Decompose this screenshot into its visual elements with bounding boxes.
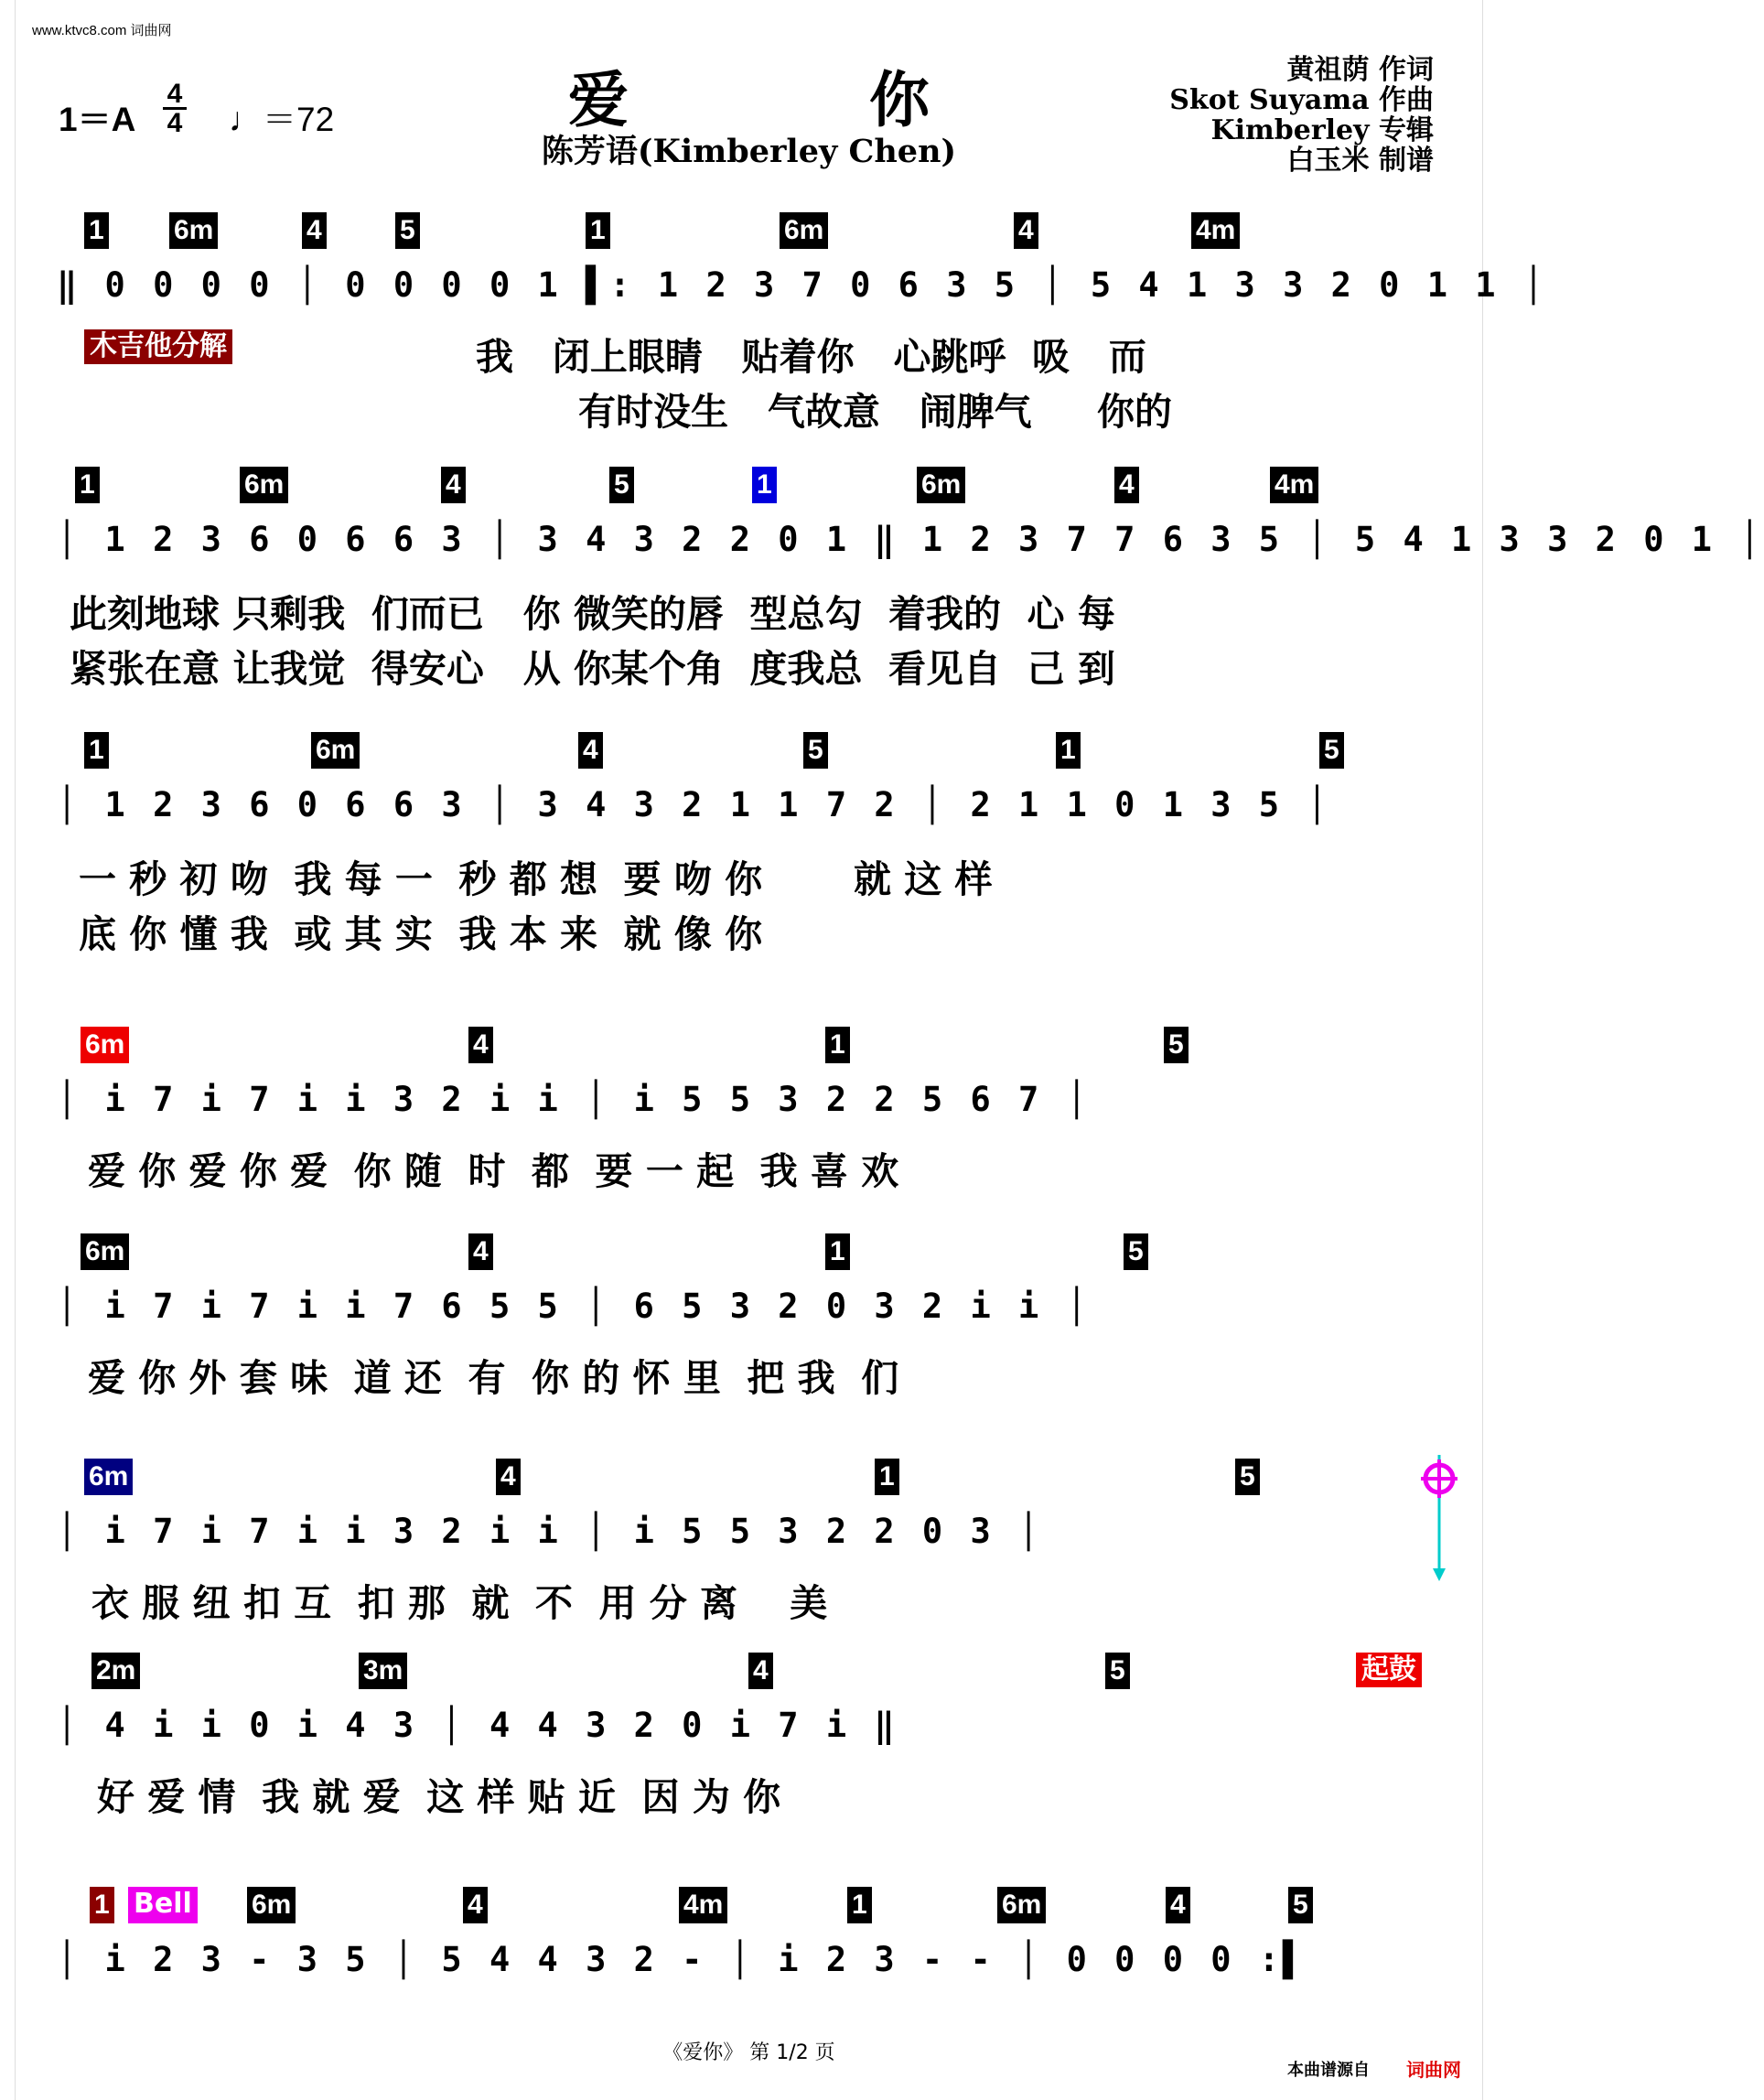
chord-label: 6m bbox=[917, 467, 965, 503]
lyric-line-1: 一 秒 初 吻 我 每 一 秒 都 想 要 吻 你 就 这 样 bbox=[79, 857, 993, 901]
chord-label: 1 bbox=[84, 732, 109, 769]
lyric-line-2: 紧张在意 让我觉 得安心 从 你某个角 度我总 看见自 己 到 bbox=[70, 647, 1115, 691]
chord-label: 6m bbox=[780, 212, 828, 249]
chord-label: 4 bbox=[302, 212, 327, 249]
chord-label: 5 bbox=[1319, 732, 1344, 769]
time-top: 4 bbox=[167, 79, 183, 109]
chord-label: 4m bbox=[679, 1887, 727, 1923]
notation-line: │ 4 i i 0 i 4 3 │ 4 4 3 2 0 i 7 i ‖ bbox=[57, 1706, 898, 1745]
chord-label: 6m bbox=[81, 1233, 129, 1270]
time-signature bbox=[163, 81, 187, 136]
notation-line: │ i 7 i 7 i i 3 2 i i │ i 5 5 3 2 2 0 3 │ bbox=[57, 1512, 1043, 1551]
credit-album: Kimberley 专辑 bbox=[1210, 114, 1434, 146]
chord-label: 4 bbox=[468, 1027, 493, 1063]
chord-label: 4 bbox=[1166, 1887, 1190, 1923]
page-footer: 《爱你》 第 1/2 页 bbox=[662, 2041, 835, 2064]
chord-label: 6m bbox=[311, 732, 360, 769]
chord-label: 3m bbox=[359, 1653, 407, 1689]
chord-label: 1 bbox=[1056, 732, 1081, 769]
chord-label: 4 bbox=[1014, 212, 1038, 249]
chord-label: 1 bbox=[825, 1233, 850, 1270]
chord-label: 6m bbox=[81, 1027, 129, 1063]
key-signature: 1＝A bbox=[59, 101, 136, 138]
lyric-line-1: 爱 你 外 套 味 道 还 有 你 的 怀 里 把 我 们 bbox=[88, 1356, 899, 1400]
credit-lyricist: 黄祖荫 作词 bbox=[1286, 54, 1434, 86]
chord-label: 1 bbox=[90, 1887, 114, 1923]
lyric-line-2: 底 你 懂 我 或 其 实 我 本 来 就 像 你 bbox=[79, 912, 763, 956]
tempo-marking: ♩＝72 bbox=[229, 101, 335, 138]
chord-label: 1 bbox=[875, 1459, 899, 1495]
chord-label: 4 bbox=[1114, 467, 1139, 503]
notation-line: │ i 7 i 7 i i 3 2 i i │ i 5 5 3 2 2 5 6 7 │ bbox=[57, 1080, 1091, 1119]
site-url[interactable]: www.ktvc8.com 词曲网 bbox=[32, 23, 172, 38]
lyric-line-2: 有时没生 气故意 闹脾气 你的 bbox=[578, 390, 1173, 434]
chord-label: 4 bbox=[496, 1459, 521, 1495]
chord-label: 6m bbox=[247, 1887, 296, 1923]
lyric-line-1: 我 闭上眼睛 贴着你 心跳呼 吸 而 bbox=[476, 335, 1146, 379]
credit-arranger: 白玉米 制谱 bbox=[1286, 145, 1434, 177]
chord-label: 1 bbox=[586, 212, 610, 249]
chord-label: 5 bbox=[1164, 1027, 1189, 1063]
left-margin-strip bbox=[0, 0, 16, 2100]
chord-label: 6m bbox=[84, 1459, 133, 1495]
chord-label: 2m bbox=[91, 1653, 140, 1689]
chord-label: 5 bbox=[1288, 1887, 1313, 1923]
drum-tag: 起鼓 bbox=[1356, 1653, 1422, 1687]
source-logo[interactable]: 词曲网 bbox=[1406, 2059, 1461, 2081]
chord-label: 4 bbox=[441, 467, 466, 503]
chord-label: 1 bbox=[825, 1027, 850, 1063]
notation-line: ‖ 0 0 0 0 │ 0 0 0 0 1 ▌: 1 2 3 7 0 6 3 5 │ 5 4 1 3 3 2 0 1 1 │ bbox=[57, 265, 1548, 305]
chord-label: 6m bbox=[169, 212, 218, 249]
credits-block bbox=[1169, 55, 1434, 176]
chord-label: 5 bbox=[1235, 1459, 1260, 1495]
song-artist: 陈芳语(Kimberley Chen) bbox=[541, 133, 957, 170]
source-label: 本曲谱源自 bbox=[1287, 2061, 1370, 2080]
lyric-line-1: 此刻地球 只剩我 们而已 你 微笑的唇 型总勾 着我的 心 每 bbox=[70, 592, 1115, 636]
notation-line: │ 1 2 3 6 0 6 6 3 │ 3 4 3 2 1 1 7 2 │ 2 1 1 0 1 3 5 │ bbox=[57, 785, 1331, 824]
lyric-line-1: 好 爱 情 我 就 爱 这 样 贴 近 因 为 你 bbox=[97, 1775, 781, 1819]
chord-label: 5 bbox=[803, 732, 828, 769]
chord-label: 5 bbox=[1105, 1653, 1130, 1689]
chord-label: 4 bbox=[468, 1233, 493, 1270]
right-margin-strip bbox=[1482, 0, 1498, 2100]
chord-label: 5 bbox=[1124, 1233, 1148, 1270]
segno-icon bbox=[1416, 1455, 1462, 1583]
song-title: 爱 你 bbox=[568, 64, 1039, 135]
lyric-line-1: 爱 你 爱 你 爱 你 随 时 都 要 一 起 我 喜 欢 bbox=[88, 1149, 899, 1193]
chord-label: 1 bbox=[75, 467, 100, 503]
time-bottom: 4 bbox=[167, 108, 183, 138]
chord-label: 4 bbox=[748, 1653, 773, 1689]
chord-label: 5 bbox=[609, 467, 634, 503]
chord-label: 4 bbox=[463, 1887, 488, 1923]
chord-label: 1 bbox=[752, 467, 777, 503]
chord-label: 6m bbox=[997, 1887, 1046, 1923]
chord-label: 1 bbox=[847, 1887, 872, 1923]
guitar-tag: 木吉他分解 bbox=[84, 329, 232, 364]
chord-label: 4m bbox=[1191, 212, 1240, 249]
chord-label: 6m bbox=[240, 467, 288, 503]
bell-tag: Bell bbox=[128, 1887, 198, 1923]
credit-composer: Skot Suyama 作曲 bbox=[1169, 84, 1434, 116]
chord-label: 5 bbox=[395, 212, 420, 249]
lyric-line-1: 衣 服 纽 扣 互 扣 那 就 不 用 分 离 美 bbox=[91, 1581, 828, 1625]
notation-line: │ i 7 i 7 i i 7 6 5 5 │ 6 5 3 2 0 3 2 i i │ bbox=[57, 1287, 1091, 1326]
notation-line: │ i 2 3 - 3 5 │ 5 4 4 3 2 - │ i 2 3 - - │ 0 0 0 0 :▌ bbox=[57, 1940, 1307, 1979]
chord-label: 1 bbox=[84, 212, 109, 249]
notation-line: │ 1 2 3 6 0 6 6 3 │ 3 4 3 2 2 0 1 ‖ 1 2 3 7 7 6 3 5 │ 5 4 1 3 3 2 0 1 │ bbox=[57, 520, 1764, 559]
chord-label: 4 bbox=[578, 732, 603, 769]
chord-label: 4m bbox=[1270, 467, 1318, 503]
